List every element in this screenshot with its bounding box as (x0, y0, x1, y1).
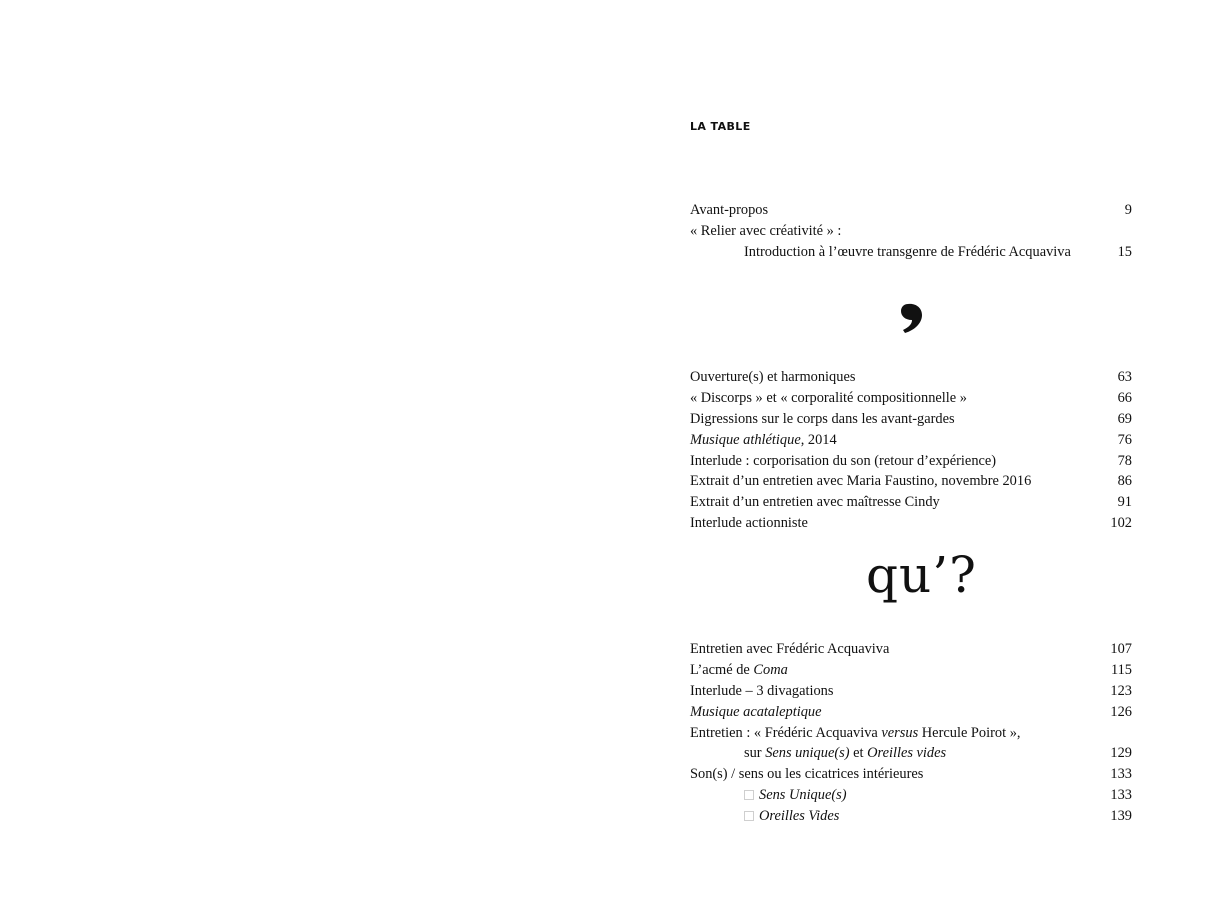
toc-entry-title-part: L’acmé de (690, 661, 754, 678)
toc-entry-title (690, 764, 923, 785)
toc-entry-title-part: sur (744, 745, 766, 762)
toc-entry-title (690, 367, 855, 388)
toc-entry-page-number: 63 (1117, 369, 1132, 385)
toc-entry (690, 723, 1132, 744)
toc-entry (690, 242, 1132, 263)
toc-entry (690, 681, 1132, 702)
toc-entry (690, 702, 1132, 723)
toc-section-1 (690, 200, 1132, 263)
toc-entry-page-number: 69 (1117, 410, 1132, 427)
empty-box-icon (744, 790, 754, 800)
toc-entry-title (690, 451, 996, 472)
toc-entry-title (690, 702, 821, 723)
toc-entry-title-part: Entretien avec Frédéric Acquaviva (690, 641, 890, 657)
toc-entry-title-part: Oreilles Vides (759, 808, 840, 825)
toc-entry-page-number: 139 (1110, 808, 1132, 825)
toc-entry-page-number: 76 (1117, 431, 1132, 448)
toc-entry (690, 660, 1132, 681)
comma-ornament-icon (896, 300, 926, 340)
toc-entry (690, 471, 1132, 492)
toc-entry (690, 743, 1132, 764)
toc-entry-title-part: « Relier avec créativité » : (690, 222, 842, 239)
toc-entry (690, 409, 1132, 430)
toc-entry-title (690, 492, 940, 513)
toc-entry-title (690, 430, 837, 451)
toc-entry-title-part: Interlude – 3 divagations (690, 682, 834, 699)
toc-entry-title (690, 221, 841, 242)
toc-entry-title (690, 388, 967, 409)
toc-entry (690, 388, 1132, 409)
toc-entry-page-number: 129 (1110, 745, 1132, 762)
toc-entry-title-part: Son(s) / sens ou les cicatrices intérieures (690, 766, 924, 783)
toc-entry-title-part: Extrait d’un entretien avec Maria Faustino, novembre 2016 (690, 473, 1032, 490)
toc-entry-title-part: Musique acataleptique (690, 703, 822, 720)
toc-entry-title-part: , 2014 (800, 431, 837, 448)
toc-entry-title-part: Hercule Poirot », (918, 724, 1021, 741)
toc-entry (690, 430, 1132, 451)
toc-entry-page-number: 66 (1117, 389, 1132, 406)
toc-entry-title (690, 471, 1031, 492)
question-ornament: qu’? (866, 546, 977, 604)
toc-entry-page-number: 9 (1124, 202, 1132, 218)
toc-entry-title (690, 660, 788, 681)
toc-entry-title-part: Sens Unique(s) (759, 787, 847, 804)
toc-entry-title (690, 639, 889, 660)
toc-entry-title (744, 806, 839, 827)
toc-entry-title-part: Extrait d’un entretien avec maîtresse Cindy (690, 494, 940, 511)
toc-entry-title (744, 785, 847, 806)
toc-entry-title (744, 743, 946, 764)
toc-entry (690, 451, 1132, 472)
toc-entry-page-number: 126 (1110, 703, 1132, 720)
right-page-toc (604, 0, 1208, 912)
toc-entry-page-number: 91 (1117, 494, 1132, 511)
toc-entry-page-number: 102 (1110, 515, 1132, 532)
toc-entry-title-part: Interlude actionniste (690, 515, 808, 532)
toc-entry-title (690, 513, 808, 534)
toc-entry-page-number: 15 (1117, 243, 1132, 260)
toc-entry-title-part: Digressions sur le corps dans les avant-gardes (690, 410, 955, 427)
toc-entry (690, 785, 1132, 806)
toc-entry-title-part: Ouverture(s) et harmoniques (690, 369, 856, 385)
toc-entry-page-number: 115 (1110, 661, 1132, 678)
toc-entry (690, 221, 1132, 242)
toc-entry-page-number: 133 (1110, 787, 1132, 804)
toc-entry (690, 806, 1132, 827)
toc-entry-title-part: versus (881, 724, 919, 741)
toc-entry-title (690, 409, 955, 430)
toc-entry-title-part: et (849, 745, 868, 762)
toc-entry-page-number: 123 (1110, 682, 1132, 699)
toc-entry (690, 200, 1132, 221)
toc-entry-title (690, 723, 1021, 744)
toc-entry (690, 764, 1132, 785)
toc-entry-page-number: 133 (1110, 766, 1132, 783)
toc-entry (690, 492, 1132, 513)
toc-entry-title (744, 242, 1071, 263)
toc-entry-title-part: Introduction à l’œuvre transgenre de Frédéric Acquaviva (744, 243, 1071, 260)
toc-entry-title-part: Sens unique(s) (765, 745, 850, 762)
toc-section-2 (690, 367, 1132, 534)
toc-entry-page-number: 78 (1117, 452, 1132, 469)
toc-entry-title-part: Musique athlétique (690, 431, 801, 448)
toc-entry-title (690, 200, 768, 221)
toc-heading: LA TABLE (690, 120, 751, 133)
toc-entry-title-part: « Discorps » et « corporalité compositionnelle » (690, 389, 967, 406)
toc-entry (690, 639, 1132, 660)
toc-entry-title-part: Entretien : « Frédéric Acquaviva (690, 724, 882, 741)
toc-section-3 (690, 639, 1132, 827)
toc-entry-title-part: Coma (753, 661, 788, 678)
toc-entry-title-part: Oreilles vides (867, 745, 947, 762)
toc-entry-title-part: Avant-propos (690, 202, 769, 218)
toc-entry (690, 367, 1132, 388)
toc-entry-title (690, 681, 833, 702)
toc-entry-page-number: 86 (1117, 473, 1132, 490)
toc-entry-page-number: 107 (1110, 641, 1132, 657)
empty-box-icon (744, 811, 754, 821)
toc-entry-title-part: Interlude : corporisation du son (retour d’expérience) (690, 452, 997, 469)
toc-entry (690, 513, 1132, 534)
